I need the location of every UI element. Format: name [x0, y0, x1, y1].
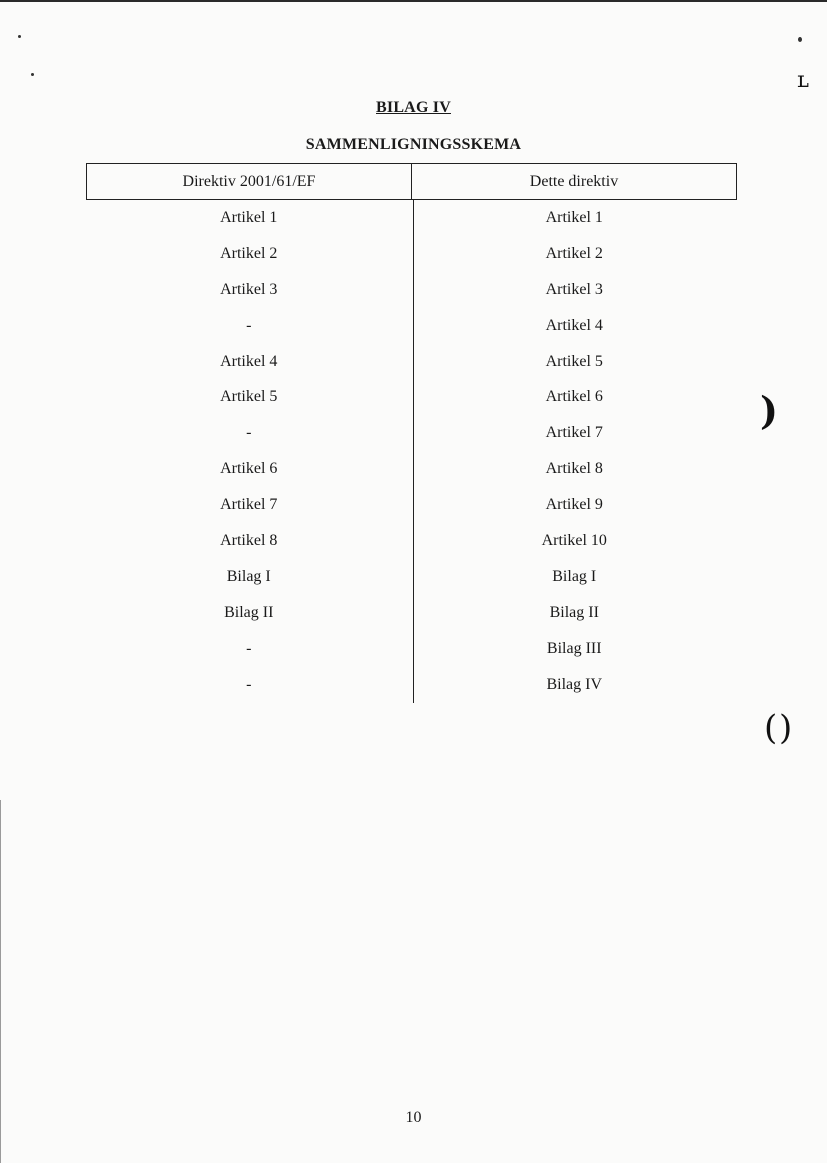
new-reference: Artikel 1: [545, 208, 603, 226]
old-reference: -: [246, 424, 252, 442]
old-reference: Bilag I: [226, 567, 271, 585]
scan-speck: [798, 37, 802, 42]
new-reference: Artikel 10: [541, 531, 607, 549]
table-row: [86, 523, 737, 559]
table-row: [86, 487, 737, 523]
header-old-directive: Direktiv 2001/61/EF: [182, 172, 316, 190]
table-row: [86, 559, 737, 595]
new-reference: Bilag I: [552, 567, 597, 585]
old-reference: Artikel 4: [220, 352, 278, 370]
new-reference: Artikel 6: [545, 388, 603, 406]
table-row: [86, 344, 737, 380]
table-row: [86, 667, 737, 703]
page-number: 10: [405, 1109, 422, 1126]
binder-hole-mark: ): [760, 388, 778, 433]
old-reference: Artikel 2: [220, 244, 278, 262]
table-header: [86, 163, 737, 200]
table-title: SAMMENLIGNINGSSKEMA: [305, 136, 522, 153]
binder-hole-mark: ): [779, 708, 793, 748]
old-reference: Artikel 7: [220, 496, 278, 514]
new-reference: Bilag III: [546, 639, 602, 657]
table-row: [86, 451, 737, 487]
scan-mark: ʟ: [797, 68, 809, 93]
new-reference: Bilag II: [549, 603, 599, 621]
new-reference: Artikel 4: [545, 316, 603, 334]
table-row: [86, 631, 737, 667]
new-reference: Artikel 3: [545, 280, 603, 298]
new-reference: Artikel 7: [545, 424, 603, 442]
old-reference: Artikel 1: [220, 208, 278, 226]
new-reference: Artikel 5: [545, 352, 603, 370]
old-reference: -: [246, 639, 252, 657]
annex-title: BILAG IV: [376, 99, 451, 116]
table-row: [86, 595, 737, 631]
new-reference: Bilag IV: [546, 675, 603, 693]
new-reference: Artikel 8: [545, 460, 603, 478]
scan-speck: [31, 73, 34, 76]
table-row: [86, 415, 737, 451]
old-reference: -: [246, 316, 252, 334]
old-reference: Artikel 3: [220, 280, 278, 298]
new-reference: Artikel 9: [545, 496, 603, 514]
scan-speck: [18, 35, 21, 38]
old-reference: Artikel 8: [220, 531, 278, 549]
old-reference: -: [246, 675, 252, 693]
header-this-directive: Dette direktiv: [411, 164, 736, 199]
correlation-table-body: [86, 200, 737, 702]
table-row: [86, 236, 737, 272]
table-row: [86, 379, 737, 415]
old-reference: Bilag II: [224, 603, 274, 621]
table-row: [86, 308, 737, 344]
old-reference: Artikel 6: [220, 460, 278, 478]
binder-hole-mark: (: [764, 708, 778, 748]
top-scan-border: [0, 0, 827, 2]
old-reference: Artikel 5: [220, 388, 278, 406]
table-row: [86, 200, 737, 236]
new-reference: Artikel 2: [545, 244, 603, 262]
table-row: [86, 272, 737, 308]
